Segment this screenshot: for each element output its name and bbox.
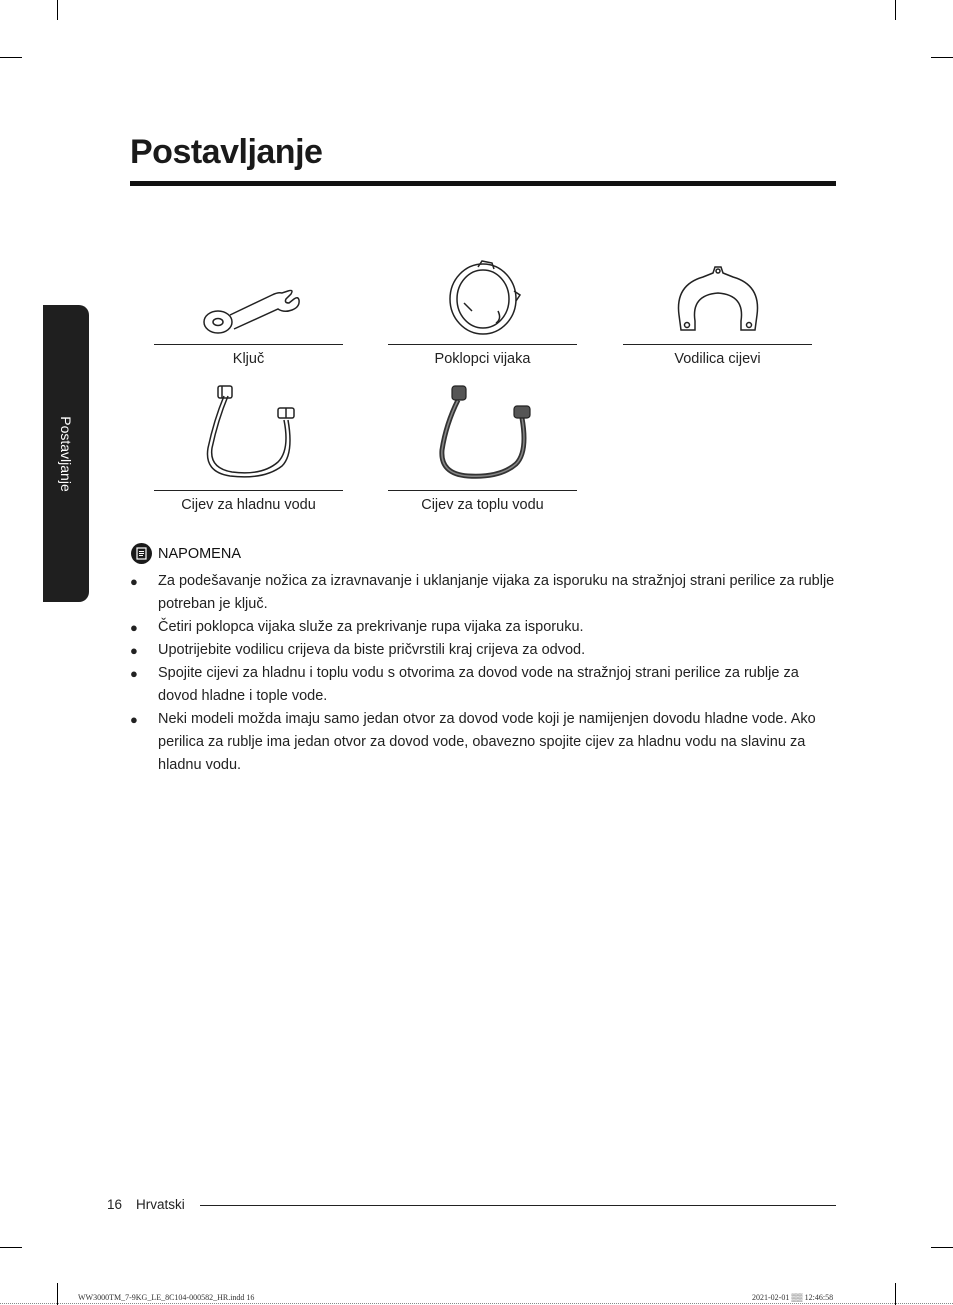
note-list [130, 570, 836, 777]
footer-rule [200, 1205, 836, 1206]
page-title: Postavljanje [130, 133, 323, 171]
list-item [130, 639, 836, 662]
list-item-text: Spojite cijevi za hladnu i toplu vodu s otvorima za dovod vode na stražnjoj strani perilice za rublje za dovod hladne i tople vode. [158, 665, 799, 704]
crop-mark [57, 0, 58, 20]
item-hose-guide [623, 255, 812, 375]
list-item [130, 616, 836, 639]
wrench-icon [154, 255, 343, 343]
item-rule [154, 344, 343, 345]
item-wrench [154, 255, 343, 375]
side-tab-label: Postavljanje [58, 415, 74, 492]
bullet-icon: ● [130, 574, 138, 589]
bullet-icon: ● [130, 620, 138, 635]
title-rule [130, 181, 836, 186]
crop-mark [0, 1247, 22, 1248]
crop-mark [931, 57, 953, 58]
list-item-text: Neki modeli možda imaju samo jedan otvor za dovod vode koji je namijenjen dovodu hladne vode. Ako perilica za rublje ima jedan otvor za dovod vode, obavezno spojite cijev za hladnu vodu na slavinu za hladnu vodu. [158, 711, 816, 773]
crop-mark [931, 1247, 953, 1248]
cold-water-hose-icon [154, 380, 343, 488]
hot-water-hose-icon [388, 380, 577, 488]
list-item-text: Četiri poklopca vijaka služe za prekrivanje rupa vijaka za isporuku. [158, 619, 584, 635]
list-item [130, 662, 836, 708]
hose-guide-icon [623, 255, 812, 343]
note-icon [131, 543, 152, 564]
item-label: Ključ [232, 351, 265, 367]
bolt-cap-icon [388, 255, 577, 343]
list-item [130, 570, 836, 616]
page-number: 16 [107, 1197, 123, 1212]
bullet-icon: ● [130, 666, 138, 681]
bullet-icon: ● [130, 712, 138, 727]
crop-mark [0, 57, 22, 58]
item-rule [623, 344, 812, 345]
item-rule [154, 490, 343, 491]
item-hot-water-hose [388, 380, 577, 520]
item-cold-water-hose [154, 380, 343, 520]
footer-language: Hrvatski [136, 1197, 185, 1212]
slug-file: WW3000TM_7-9KG_LE_8C104-000582_HR.indd 16 [78, 1293, 255, 1302]
crop-mark [895, 0, 896, 20]
note-header [131, 543, 241, 564]
item-rule [388, 344, 577, 345]
crop-mark [57, 1283, 58, 1305]
slug-dotted-line [0, 1303, 953, 1304]
item-label: Vodilica cijevi [674, 351, 761, 367]
item-bolt-caps [388, 255, 577, 375]
list-item [130, 708, 836, 777]
list-item-text: Upotrijebite vodilicu crijeva da biste pričvrstili kraj crijeva za odvod. [158, 642, 586, 658]
item-rule [388, 490, 577, 491]
note-title: NAPOMENA [158, 545, 241, 562]
item-label: Cijev za toplu vodu [421, 497, 544, 513]
bullet-icon: ● [130, 643, 138, 658]
item-label: Cijev za hladnu vodu [181, 497, 316, 513]
item-label: Poklopci vijaka [434, 351, 531, 367]
slug-date: 2021-02-01 ▒▒ 12:46:58 [752, 1293, 834, 1302]
crop-mark [895, 1283, 896, 1305]
list-item-text: Za podešavanje nožica za izravnavanje i uklanjanje vijaka za isporuku na stražnjoj strani perilice za rublje potreban je ključ. [158, 573, 835, 612]
side-tab [43, 305, 89, 602]
